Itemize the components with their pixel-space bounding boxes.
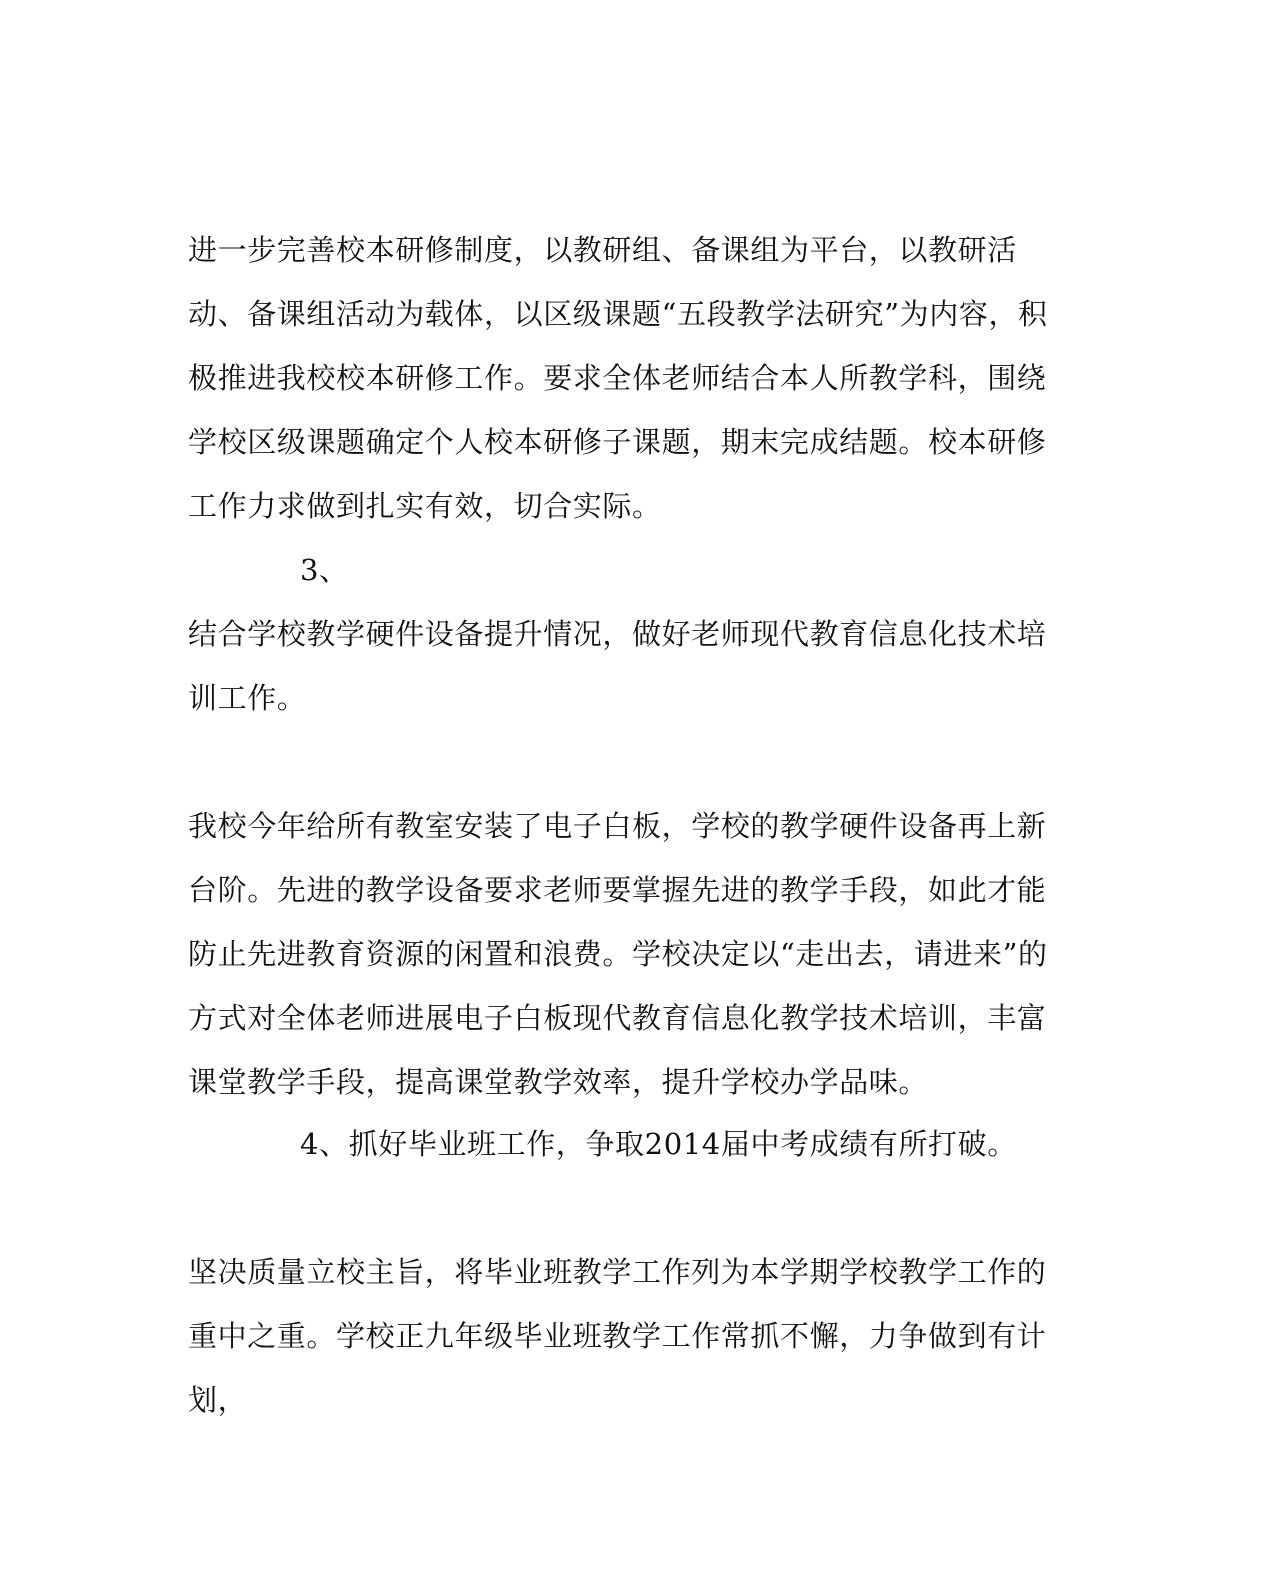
paragraph-whiteboard-training: 我校今年给所有教室安装了电子白板，学校的教学硬件设备再上新台阶。先进的教学设备要求老师要掌握先进的教学手段，如此才能防止先进教育资源的闲置和浪费。学校决定以“走出去，请进来”的方式对全体老师进展电子白板现代教育信息化教学技术培训，丰富课堂教学手段，提高课堂教学效率，提升学校办学品味。 [188,809,1048,1099]
paragraph-school-research: 进一步完善校本研修制度，以教研组、备课组为平台，以教研活动、备课组活动为载体，以区级课题“五段教学法研究”为内容，积极推进我校校本研修工作。要求全体老师结合本人所教学科，围绕学校区级课题确定个人校本研修子课题，期末完成结题。校本研修工作力求做到扎实有效，切合实际。 [188,233,1048,523]
paragraph-graduation-class: 坚决质量立校主旨，将毕业班教学工作列为本学期学校教学工作的重中之重。学校正九年级毕业班教学工作常抓不懈，力争做到有计划， [188,1255,1047,1417]
item-number-4-heading: 4、抓好毕业班工作，争取2014届中考成绩有所打破。 [300,1127,1017,1161]
paragraph-it-training-heading: 结合学校教学硬件设备提升情况，做好老师现代教育信息化技术培训工作。 [188,617,1047,715]
item-number-3: 3、 [300,553,349,587]
